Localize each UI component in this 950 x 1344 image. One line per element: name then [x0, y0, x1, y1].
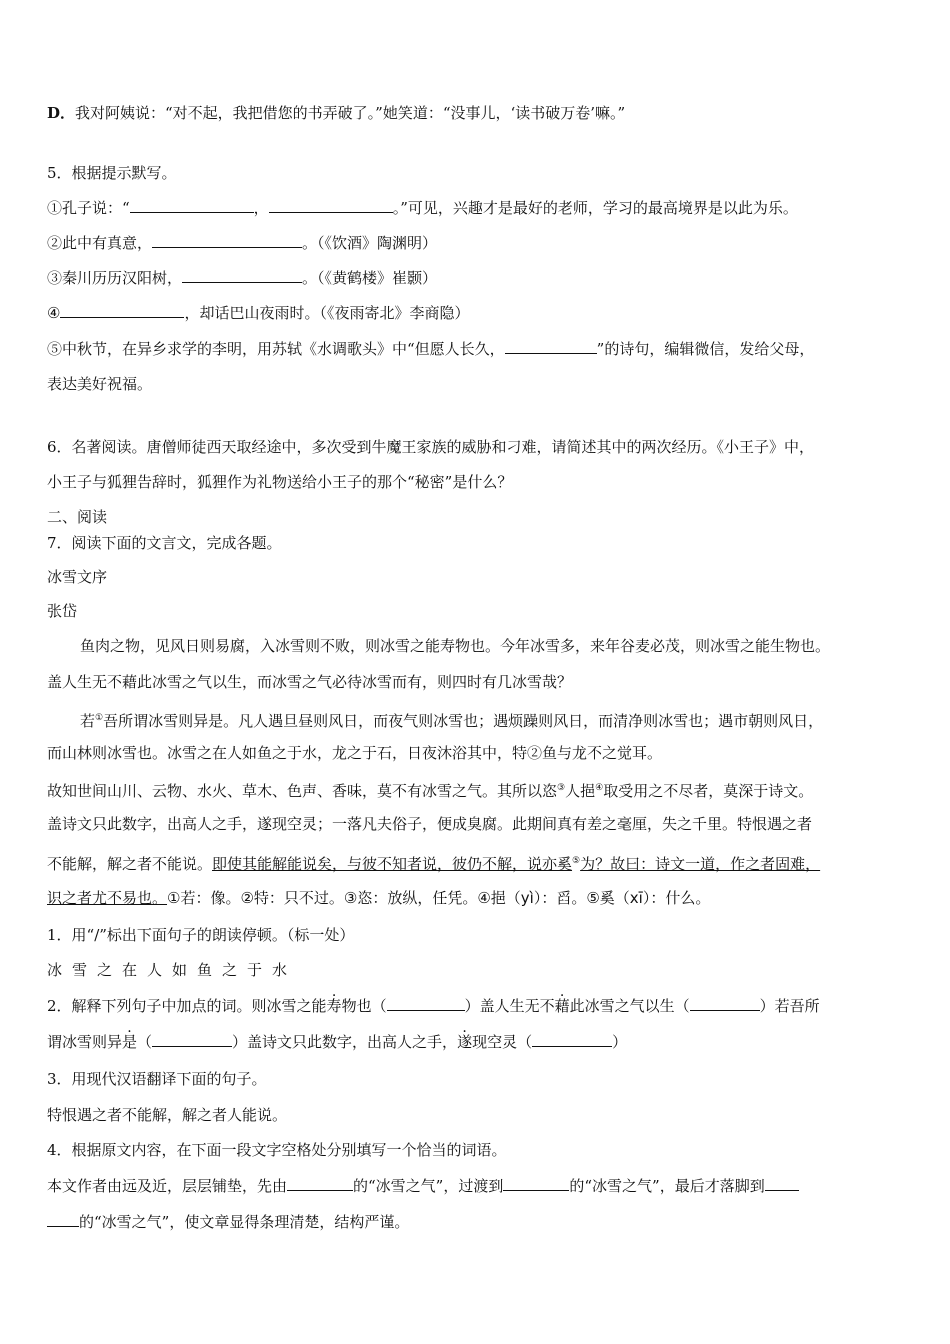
subq-3-title: 3．用现代汉语翻译下面的句子。 [47, 1070, 267, 1088]
subq-2-line-2: 谓冰雪则异是（ ）盖诗文只此数字，出高人之手，遂现空灵（ ） [47, 1033, 628, 1051]
annotation-notes: ①若：像。②特：只不过。③恣：放纵，任凭。④挹（yì）：舀。⑤奚（xī）：什么。 [167, 889, 711, 907]
q7-title: 7．阅读下面的文言文，完成各题。 [47, 534, 282, 552]
paragraph-3c: 不能解，解之者不能说。即使其能解能说矣，与彼不知者说，彼仍不解，说亦奚⑤为？故曰：诗文一道，作之者固难， [47, 855, 821, 873]
answer-blank[interactable] [60, 303, 184, 318]
q5-title: 5．根据提示默写。 [47, 164, 177, 182]
answer-blank[interactable] [532, 1032, 612, 1047]
answer-blank[interactable] [152, 1032, 232, 1047]
subq-4-line-2: 的“冰雪之气”，使文章显得条理清楚，结构严谨。 [47, 1212, 409, 1232]
q6-line-1: 6．名著阅读。唐僧师徒西天取经途中，多次受到牛魔王家族的威胁和刁难，请简述其中的两次经历。《小王子》中， [47, 438, 815, 456]
q5-item-1: ①孔子说：“ ， 。”可见，兴趣才是最好的老师，学习的最高境界是以此为乐。 [47, 199, 798, 217]
q5-item-5: ⑤中秋节，在异乡求学的李明，用苏轼《水调歌头》中“但愿人长久， ”的诗句，编辑微信，发给父母， [47, 340, 815, 358]
answer-blank[interactable] [503, 1176, 569, 1191]
subq-1-title: 1．用“/”标出下面句子的朗读停顿。（标一处） [47, 926, 355, 944]
paragraph-2b: 而山林则冰雪也。冰雪之在人如鱼之于水，龙之于石，日夜沐浴其中，特②鱼与龙不之觉耳。 [47, 744, 663, 762]
answer-blank[interactable] [505, 339, 597, 354]
q5-item-5-cont: 表达美好祝福。 [47, 375, 153, 393]
answer-blank[interactable] [287, 1176, 353, 1191]
option-text: 我对阿姨说：“对不起，我把借您的书弄破了。”她笑道：“没事儿，‘读书破万卷’嘛。” [75, 104, 626, 122]
answer-blank[interactable] [690, 996, 760, 1011]
subq-2-line-1: 2．解释下列句子中加点的词。则冰雪之能寿物也（ ）盖人生无不藉此冰雪之气以生（ ）若吾所 [47, 997, 820, 1015]
q5-item-2: ②此中有真意， 。（《饮酒》陶渊明） [47, 234, 438, 252]
answer-blank[interactable] [765, 1176, 799, 1191]
answer-blank[interactable] [387, 996, 465, 1011]
section-heading: 二、阅读 [47, 508, 108, 526]
answer-blank-cont[interactable] [47, 1212, 79, 1227]
answer-blank[interactable] [130, 198, 254, 213]
paragraph-2a: 若①吾所谓冰雪则异是。凡人遇旦昼则风日，而夜气则冰雪也；遇烦躁则风日，而清净则冰雪也；遇市朝则风日， [80, 712, 824, 730]
answer-blank[interactable] [152, 233, 302, 248]
paragraph-1a: 鱼肉之物，见风日则易腐，入冰雪则不败，则冰雪之能寿物也。今年冰雪多，来年谷麦必茂，则冰雪之能生物也。 [80, 637, 831, 655]
paragraph-3d: 识之者尤不易也。①若：像。②特：只不过。③恣：放纵，任凭。④挹（yì）：舀。⑤奚（xī）：什么。 [47, 889, 711, 907]
q5-item-4: ④ ，却话巴山夜雨时。（《夜雨寄北》李商隐） [47, 304, 470, 322]
paragraph-1b: 盖人生无不藉此冰雪之气以生，而冰雪之气必待冰雪而有，则四时有几冰雪哉？ [47, 673, 573, 691]
paragraph-3a: 故知世间山川、云物、水火、草木、色声、香味，莫不有冰雪之气。其所以恣③人挹④取受用之不尽者，莫深于诗文。 [47, 782, 814, 800]
q6-line-2: 小王子与狐狸告辞时，狐狸作为礼物送给小王子的那个“秘密”是什么？ [47, 473, 513, 491]
q4-option-d [47, 103, 625, 123]
answer-blank[interactable] [269, 198, 393, 213]
article-title: 冰雪文序 [47, 568, 108, 586]
subq-1-sentence: 冰雪之在人如鱼之于水 [47, 961, 298, 979]
q5-item-3: ③秦川历历汉阳树， 。（《黄鹤楼》崔颢） [47, 269, 438, 287]
article-author: 张岱 [47, 602, 78, 620]
option-label: D． [47, 104, 76, 122]
subq-4-line-1: 本文作者由远及近，层层铺垫，先由 的“冰雪之气”，过渡到 的“冰雪之气”，最后才落脚到 [47, 1176, 799, 1196]
subq-4-title: 4．根据原文内容，在下面一段文字空格处分别填写一个恰当的词语。 [47, 1141, 507, 1159]
paragraph-3b: 盖诗文只此数字，出高人之手，遂现空灵；一落凡夫俗子，便成臭腐。此期间真有差之毫厘，失之千里。特恨遇之者 [47, 815, 813, 833]
answer-blank[interactable] [182, 268, 302, 283]
subq-3-sentence: 特恨遇之者不能解，解之者人能说。 [47, 1106, 288, 1124]
